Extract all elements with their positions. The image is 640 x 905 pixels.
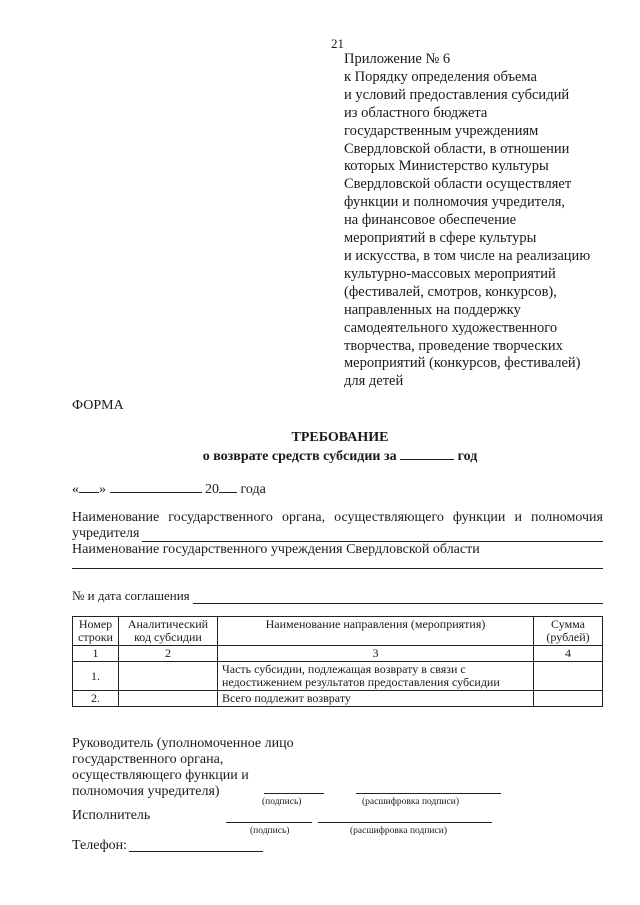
signature-caption: (подпись) [262,797,302,807]
founder-label: учредителя [72,526,140,541]
open-quote: « [72,482,79,497]
agreement-label: № и дата соглашения [72,588,190,603]
appendix-line: (фестивалей, смотров, конкурсов), [344,283,557,300]
appendix-line: направленных на поддержку [344,301,521,318]
header-code: Аналитический код субсидии [118,617,217,646]
appendix-line: из областного бюджета [344,104,488,121]
phone-label: Телефон: [72,838,128,853]
row-code-cell[interactable] [118,662,217,691]
head-signature-blank[interactable] [264,793,324,794]
institution-blank[interactable] [72,568,603,569]
appendix-header [344,51,590,391]
appendix-line: Приложение № 6 [344,51,451,67]
period-blank[interactable] [400,447,454,460]
executor-label: Исполнитель [72,808,151,823]
header-row-number: Номер строки [73,617,119,646]
table-row [73,662,603,691]
executor-signature-blank[interactable] [226,822,312,823]
page-number: 21 [331,36,344,51]
year-prefix: 20 [205,482,219,497]
appendix-line: мероприятий в сфере культуры [344,230,537,247]
row-sum-cell[interactable] [534,662,603,691]
agreement-blank[interactable] [193,591,603,604]
row-number: 1. [73,662,119,691]
table-row [73,691,603,707]
appendix-line: к Порядку определения объема [344,68,537,85]
date-line [72,480,266,498]
head-signature-label: Руководитель (уполномоченное лицо государственного органа, осуществляющего функции и полномочия учредителя) [72,736,294,799]
agreement-line [72,588,603,604]
appendix-line: самодеятельного художественного [344,319,558,336]
appendix-line: на финансовое обеспечение [344,212,517,229]
appendix-line: культурно-массовых мероприятий [344,265,556,282]
signature-caption: (подпись) [250,826,290,836]
appendix-line: Свердловской области, в отношении [344,140,570,157]
org-name-line: Наименование государственного органа, осуществляющего функции и полномочия [72,510,603,525]
institution-label: Наименование государственного учреждения Свердловской области [72,542,480,557]
appendix-line: и условий предоставления субсидий [344,86,570,103]
row-name: Всего подлежит возврату [217,691,533,707]
organization-block [72,510,603,558]
decoding-caption: (расшифровка подписи) [350,826,447,836]
head-decoding-blank[interactable] [356,793,501,794]
header-sum: Сумма (рублей) [534,617,603,646]
appendix-line: творчества, проведение творческих [344,337,563,354]
phone-blank[interactable] [129,851,263,852]
month-blank[interactable] [110,480,202,493]
day-blank[interactable] [79,480,99,493]
table-header-row [73,617,603,646]
appendix-line: функции и полномочия учредителя, [344,194,566,211]
appendix-line: государственным учреждениям [344,122,539,139]
decoding-caption: (расшифровка подписи) [362,797,459,807]
year-suffix: года [240,482,266,497]
header-direction: Наименование направления (мероприятия) [217,617,533,646]
appendix-line: мероприятий (конкурсов, фестивалей) [344,355,581,372]
founder-blank[interactable] [142,529,603,542]
year-blank[interactable] [219,480,237,493]
appendix-line: Свердловской области осуществляет [344,176,572,193]
document-subtitle [20,447,640,465]
column-number-row: 1 2 3 4 [73,646,603,662]
document-title: ТРЕБОВАНИЕ [291,430,389,445]
appendix-line: и искусства, в том числе на реализацию [344,247,591,264]
row-name: Часть субсидии, подлежащая возврату в связи с недостижением результатов предоставления субсидии [217,662,533,691]
appendix-line: для детей [344,373,404,390]
refund-table [72,616,603,707]
founder-line [72,526,603,542]
row-number: 2. [73,691,119,707]
subtitle-year-word: год [457,449,478,464]
appendix-line: которых Министерство культуры [344,158,549,175]
close-quote: » [99,482,106,497]
subtitle-text: о возврате средств субсидии за [202,449,397,464]
row-sum-cell[interactable] [534,691,603,707]
form-label: ФОРМА [72,398,124,413]
row-code-cell[interactable] [118,691,217,707]
executor-decoding-blank[interactable] [318,822,492,823]
